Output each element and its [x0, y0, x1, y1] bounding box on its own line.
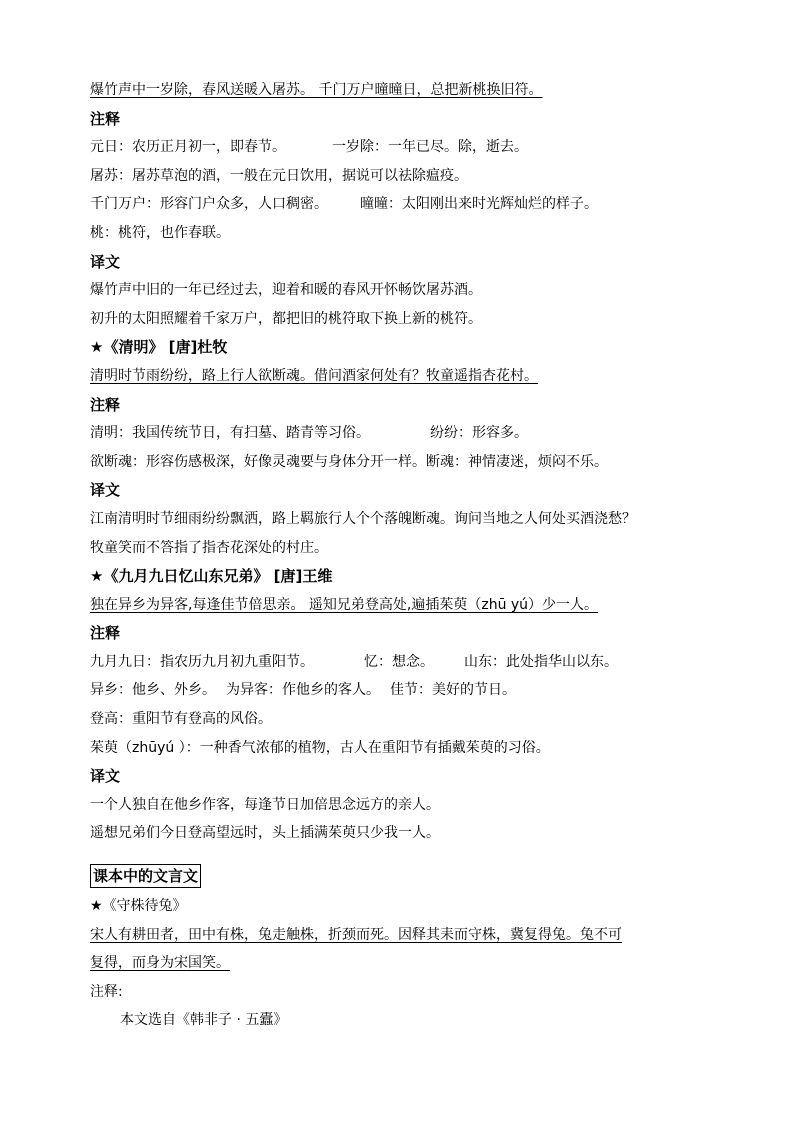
- poem3-translation-heading: 译文: [90, 767, 121, 786]
- note: 佳节：美好的节日。: [390, 682, 516, 699]
- poem1-note-line: [90, 190, 730, 219]
- note: 元日：农历正月初一，即春节。: [90, 139, 286, 156]
- poem1-translation-line: 爆竹声中旧的一年已经过去，迎着和暖的春风开怀畅饮屠苏酒。: [90, 282, 482, 299]
- note: 欲断魂：形容伤感极深，好像灵魂要与身体分开一样。断魂：神情凄迷，烦闷不乐。: [90, 453, 608, 470]
- poem2-notes-heading: 注释: [90, 395, 121, 414]
- note: 桃：桃符，也作春联。: [90, 224, 230, 241]
- note: 纷纷：形容多。: [430, 425, 528, 442]
- poem3-title: ★《九月九日忆山东兄弟》 [唐]王维: [90, 567, 333, 586]
- poem2-translation-line: 牧童笑而不答指了指杏花深处的村庄。: [90, 539, 328, 556]
- poem1-note-line: [90, 162, 730, 191]
- poem3-note-line: [90, 705, 730, 734]
- document-page: [90, 76, 730, 1035]
- poem3-note-line: [90, 648, 730, 677]
- poem2-note-line: [90, 448, 730, 477]
- section-text-line: 宋人有耕田者，田中有株，兔走触株，折颈而死。因释其耒而守株，冀复得兔。兔不可: [90, 926, 622, 943]
- note: 为异客：作他乡的客人。: [226, 682, 380, 699]
- poem2-note-line: [90, 419, 730, 448]
- section-source: 本文选自《韩非子 · 五蠹》: [120, 1012, 288, 1029]
- poem3-note-line: [90, 734, 730, 763]
- poem2-translation-heading: 译文: [90, 481, 121, 500]
- note: 异乡：他乡、外乡。: [90, 682, 216, 699]
- poem1-notes-heading: 注释: [90, 109, 121, 128]
- poem3-translation-line: 遥想兄弟们今日登高望远时，头上插满茱萸只少我一人。: [90, 825, 440, 842]
- note: 茱萸（zhūyú ）：一种香气浓郁的植物，古人在重阳节有插戴茱萸的习俗。: [90, 739, 550, 756]
- poem2-text: 清明时节雨纷纷，路上行人欲断魂。借问酒家何处有？牧童遥指杏花村。: [90, 367, 538, 384]
- poem3-text: 独在异乡为异客,每逢佳节倍思亲。 遥知兄弟登高处,遍插茱萸（zhū yú）少一人。: [90, 596, 599, 613]
- note: 屠苏：屠苏草泡的酒，一般在元日饮用，据说可以祛除瘟疫。: [90, 167, 468, 184]
- note: 忆：想念。: [364, 653, 434, 670]
- poem3-translation-line: 一个人独自在他乡作客，每逢节日加倍思念远方的亲人。: [90, 796, 440, 813]
- note: 九月九日：指农历九月初九重阳节。: [90, 653, 314, 670]
- poem2-title: ★《清明》 [唐]杜牧: [90, 338, 228, 357]
- note: 清明：我国传统节日，有扫墓、踏青等习俗。: [90, 425, 370, 442]
- poem1-text: 爆竹声中一岁除，春风送暖入屠苏。 千门万户曈曈日，总把新桃换旧符。: [90, 82, 543, 98]
- note: 登高：重阳节有登高的风俗。: [90, 711, 272, 728]
- poem1-note-line: [90, 133, 730, 162]
- poem1-note-line: [90, 219, 730, 248]
- section-title: ★《守株待兔》: [90, 898, 187, 915]
- note: 千门万户：形容门户众多，人口稠密。: [90, 196, 328, 213]
- section-heading: 课本中的文言文: [90, 864, 201, 888]
- note: 曈曈：太阳刚出来时光辉灿烂的样子。: [360, 196, 598, 213]
- poem1-translation-line: 初升的太阳照耀着千家万户，都把旧的桃符取下换上新的桃符。: [90, 310, 482, 327]
- note: 一岁除：一年已尽。除，逝去。: [332, 139, 528, 156]
- section-text-line: 复得，而身为宋国笑。: [90, 955, 230, 972]
- section-heading-row: [90, 862, 730, 892]
- poem3-notes-heading: 注释: [90, 624, 121, 643]
- section-notes-heading: 注释:: [90, 983, 123, 1000]
- note: 山东：此处指华山以东。: [464, 653, 618, 670]
- poem3-note-line: [90, 676, 730, 705]
- poem2-translation-line: 江南清明时节细雨纷纷飘洒，路上羁旅行人个个落魄断魂。询问当地之人何处买酒浇愁？: [90, 510, 636, 527]
- section-spacer: [90, 848, 730, 862]
- poem1-translation-heading: 译文: [90, 252, 121, 271]
